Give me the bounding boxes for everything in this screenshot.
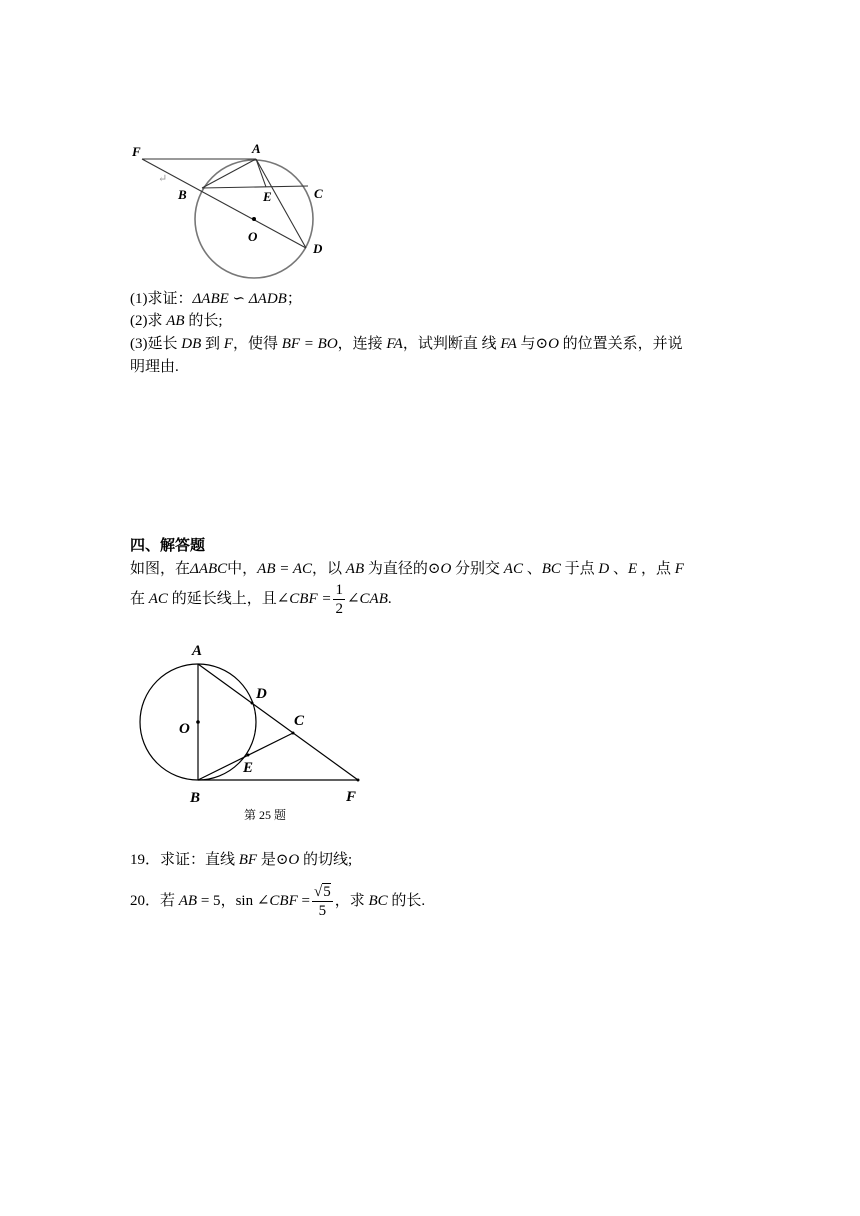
p1-math-b: ΔABC — [190, 561, 228, 577]
p2-math-b: AC — [148, 590, 168, 607]
q3-text-k: 与⊙ — [516, 336, 549, 352]
figure-2 — [130, 638, 380, 828]
p1-text-q: ，点 — [637, 561, 675, 577]
q1-math: ΔABE ∽ ΔADB — [192, 291, 287, 307]
label-D: D — [313, 241, 323, 256]
q3-text-i: ，试判断直 线 — [402, 336, 501, 352]
p1-math-j: AC — [503, 561, 523, 577]
p1-math-f: AB — [345, 561, 365, 577]
label-F: F — [132, 144, 141, 159]
q3-math-d: F — [223, 336, 233, 352]
q3-text-c: 到 — [201, 336, 224, 352]
label-D: D — [256, 686, 267, 702]
p1-text-a: 如图，在 — [130, 561, 191, 577]
point-D — [251, 702, 254, 705]
label-B: B — [178, 187, 187, 202]
label-A: A — [192, 643, 203, 659]
question-20 — [130, 883, 425, 920]
q20-math-bc: BC — [368, 892, 388, 909]
label-O: O — [179, 721, 190, 737]
question-2 — [130, 310, 223, 332]
q20-math-ab: AB — [178, 892, 198, 909]
q3-math-b: DB — [181, 336, 202, 352]
q20-comma: ， — [220, 892, 236, 909]
q3-text-m: 的位置关系，并说 — [558, 336, 683, 352]
figure-1 — [120, 135, 340, 280]
point-E — [247, 754, 250, 757]
q19-suffix: 的切线; — [299, 852, 353, 868]
p1-text-g: 为直径的⊙ — [364, 561, 441, 577]
line-AE — [256, 159, 266, 187]
p1-text-i: 分别交 — [451, 561, 504, 577]
p1-math-p: E — [628, 561, 638, 577]
problem-line-2 — [130, 581, 392, 618]
fraction-denominator: 5 — [318, 903, 327, 919]
question-3-line-1 — [130, 333, 683, 355]
p2-math-e: ∠CAB — [346, 590, 388, 607]
q20-prefix: 20．若 — [130, 892, 179, 909]
sqrt5-over-5-fraction — [312, 883, 333, 920]
question-1 — [130, 288, 302, 310]
center-dot — [252, 217, 256, 221]
p2-math-d: ∠CBF = — [276, 590, 332, 607]
q2-prefix: (2)求 — [130, 313, 167, 329]
q3-text-e: ，使得 — [232, 336, 282, 352]
question-3-line-2 — [130, 356, 179, 378]
q2-math: AB — [166, 313, 185, 329]
q3-math-j: FA — [500, 336, 517, 352]
label-E: E — [263, 189, 272, 204]
q19-math: BF — [238, 852, 258, 868]
q20-sin: sin — [235, 892, 254, 909]
p1-text-k: 、 — [522, 561, 542, 577]
label-A: A — [252, 141, 261, 156]
label-C: C — [294, 713, 305, 729]
label-C: C — [314, 186, 323, 201]
q3-math-f: BF = BO — [281, 336, 338, 352]
point-F — [357, 779, 360, 782]
label-B: B — [190, 790, 201, 806]
p1-text-c: 中， — [227, 561, 258, 577]
p1-text-e: ，以 — [312, 561, 346, 577]
p1-math-d: AB = AC — [257, 561, 313, 577]
line-BC — [202, 186, 308, 188]
p1-text-m: 于点 — [560, 561, 599, 577]
q3-math-l: O — [548, 336, 559, 352]
label-O: O — [248, 229, 258, 244]
q3-line-2-text: 明理由. — [130, 359, 179, 375]
q20-eq2: = — [297, 892, 310, 909]
q20-mid: ，求 — [334, 892, 369, 909]
return-mark: ↵ — [158, 173, 168, 185]
q3-text-a: (3)延长 — [130, 336, 182, 352]
p1-math-r: F — [674, 561, 684, 577]
p2-text-f: . — [387, 590, 392, 607]
label-E: E — [243, 760, 254, 776]
q20-suffix: 的长. — [387, 892, 426, 909]
q3-text-g: ，连接 — [337, 336, 387, 352]
question-19 — [130, 849, 352, 871]
q2-suffix: 的长; — [184, 313, 223, 329]
p2-text-a: 在 — [130, 590, 149, 607]
line-AF — [198, 664, 358, 780]
p2-text-c: 的延长线上，且 — [167, 590, 277, 607]
p1-math-h: O — [440, 561, 452, 577]
p1-text-o: 、 — [609, 561, 629, 577]
half-fraction — [333, 581, 345, 618]
half-denominator: 2 — [335, 601, 343, 617]
q20-math-angle: ∠CBF — [256, 892, 298, 909]
line-AB — [202, 159, 256, 188]
sqrt-radicand: 5 — [323, 884, 331, 900]
p1-math-n: D — [598, 561, 610, 577]
problem-line-1 — [130, 558, 684, 580]
label-F: F — [346, 789, 357, 805]
q19-prefix: 19．求证：直线 — [130, 852, 239, 868]
q1-prefix: (1)求证： — [130, 291, 193, 307]
section-heading: 四、解答题 — [130, 538, 206, 554]
center-dot — [196, 720, 200, 724]
q19-mid: 是⊙ — [257, 852, 289, 868]
q19-circle-o: O — [288, 852, 300, 868]
q3-math-h: FA — [386, 336, 403, 352]
point-C — [292, 732, 295, 735]
q1-suffix: ； — [286, 291, 302, 307]
figure-caption: 第 25 题 — [244, 808, 287, 822]
fraction-numerator: √5 — [313, 884, 331, 900]
p1-math-l: BC — [541, 561, 561, 577]
q20-eq: = 5 — [197, 892, 221, 909]
half-numerator: 1 — [335, 582, 343, 598]
